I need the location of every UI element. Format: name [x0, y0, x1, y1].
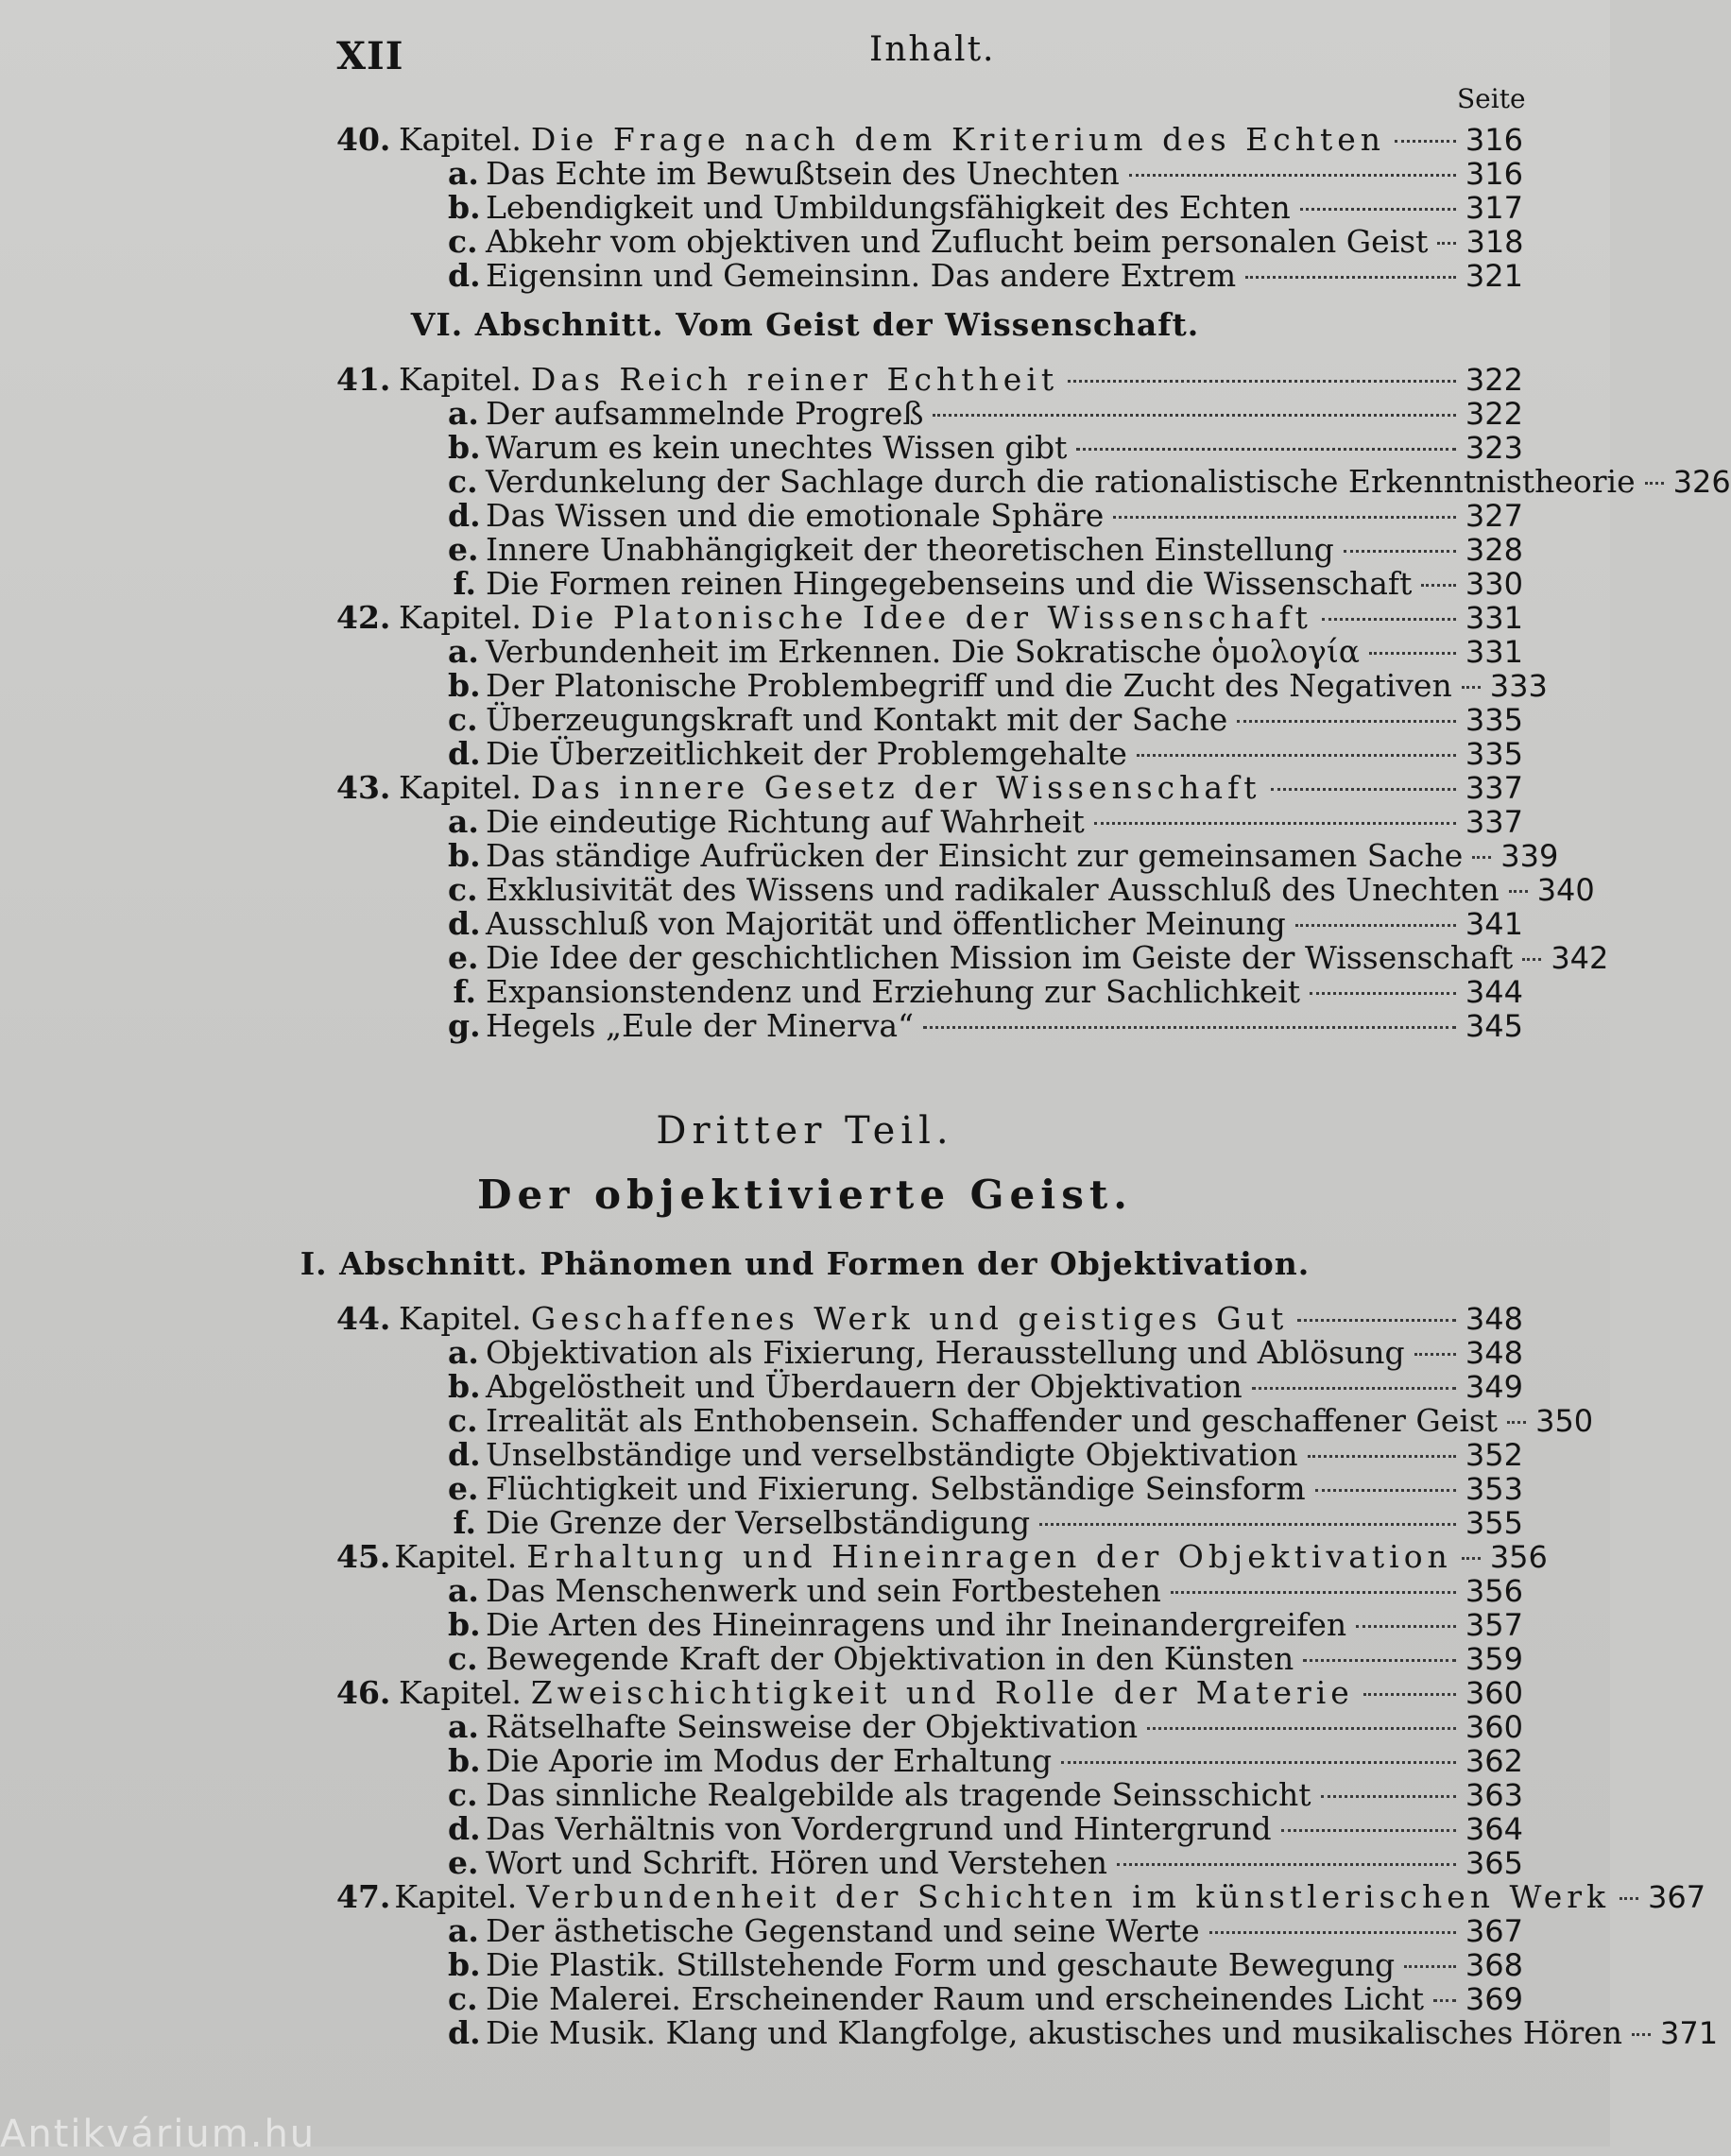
dot-leader — [1363, 1693, 1456, 1696]
chapter-entry — [336, 363, 1523, 397]
subsection-letter: c. — [448, 1980, 478, 2017]
chapter-label: Kapitel. — [399, 1300, 522, 1337]
subsection-title: Expansionstendenz und Erziehung zur Sachlichkeit — [486, 973, 1301, 1010]
subsection-letter: f. — [453, 1504, 476, 1541]
page-reference: 371 — [1660, 2015, 1719, 2051]
subsection-entry — [448, 567, 1523, 601]
dot-leader — [1344, 550, 1456, 553]
subsection-entry — [448, 1914, 1523, 1948]
subsection-entry — [448, 225, 1523, 259]
subsection-letter: a. — [448, 395, 479, 432]
subsection-title: Die Grenze der Verselbständigung — [486, 1504, 1031, 1541]
subsection-entry — [448, 1608, 1523, 1642]
dot-leader — [1094, 822, 1456, 825]
page-reference: 337 — [1465, 804, 1523, 840]
subsection-letter: e. — [448, 939, 479, 976]
page-reference: 335 — [1465, 736, 1523, 772]
chapter-entry — [336, 1878, 1706, 1915]
subsection-entry — [448, 1744, 1523, 1778]
seite-label: Seite — [1457, 83, 1526, 114]
page-reference: 350 — [1535, 1403, 1594, 1439]
page-reference: 321 — [1465, 258, 1523, 294]
subsection-entry — [448, 431, 1523, 465]
chapter-number: 42. — [336, 599, 391, 636]
subsection-title: Die eindeutige Richtung auf Wahrheit — [486, 803, 1085, 840]
subsection-entry — [448, 1982, 1523, 2016]
subsection-entry — [448, 259, 1523, 293]
dot-leader — [1437, 242, 1456, 245]
subsection-letter: c. — [448, 701, 478, 738]
subsection-letter: c. — [448, 871, 478, 908]
subsection-letter: d. — [448, 497, 481, 534]
dot-leader — [1271, 788, 1456, 791]
subsection-title: Die Malerei. Erscheinender Raum und erscheinendes Licht — [486, 1980, 1425, 2017]
subsection-title: Exklusivität des Wissens und radikaler Ausschluß des Unechten — [486, 871, 1500, 908]
subsection-title: Wort und Schrift. Hören und Verstehen — [486, 1844, 1108, 1881]
page-reference: 327 — [1465, 498, 1523, 534]
dot-leader — [1117, 1863, 1456, 1866]
subsection-title: Das ständige Aufrücken der Einsicht zur gemeinsamen Sache — [486, 837, 1464, 874]
page-reference: 345 — [1465, 1008, 1523, 1044]
subsection-entry — [448, 703, 1523, 737]
dot-leader — [1645, 482, 1664, 485]
subsection-title: Ausschluß von Majorität und öffentlicher Meinung — [486, 905, 1286, 942]
dot-leader — [1076, 448, 1456, 451]
subsection-entry — [448, 667, 1548, 704]
subsection-entry — [448, 397, 1523, 431]
subsection-letter: b. — [448, 1368, 481, 1405]
subsection-title: Lebendigkeit und Umbildungsfähigkeit des Echten — [486, 189, 1291, 226]
subsection-entry — [448, 1438, 1523, 1472]
subsection-title: Das Wissen und die emotionale Sphäre — [486, 497, 1105, 534]
chapter-number: 45. — [336, 1538, 391, 1575]
subsection-letter: e. — [448, 1844, 479, 1881]
page-reference: 331 — [1465, 600, 1523, 636]
page-reference: 355 — [1465, 1505, 1523, 1541]
subsection-title: Rätselhafte Seinsweise der Objektivation — [486, 1708, 1139, 1745]
subsection-title: Das Menschenwerk und sein Fortbestehen — [486, 1572, 1161, 1609]
page-reference: 348 — [1465, 1301, 1523, 1337]
dot-leader — [1061, 1761, 1456, 1764]
dot-leader — [1472, 856, 1491, 859]
subsection-title: Der Platonische Problembegriff und die Zucht des Negativen — [486, 667, 1452, 704]
subsection-entry — [448, 191, 1523, 225]
subsection-letter: c. — [448, 1776, 478, 1813]
subsection-title: Der aufsammelnde Progreß — [486, 395, 924, 432]
dot-leader — [1315, 1489, 1456, 1492]
subsection-letter: g. — [448, 1007, 481, 1044]
subsection-entry — [448, 975, 1523, 1009]
page-reference: 356 — [1489, 1539, 1548, 1575]
subsection-entry — [448, 1812, 1523, 1846]
page-reference: 323 — [1465, 430, 1523, 466]
subsection-letter: d. — [448, 735, 481, 772]
dot-leader — [1421, 584, 1456, 587]
chapter-label: Kapitel. — [394, 1878, 518, 1915]
subsection-entry — [448, 1472, 1523, 1506]
subsection-title: Die Aporie im Modus der Erhaltung — [486, 1742, 1053, 1779]
subsection-title: Verbundenheit im Erkennen. Die Sokratische ὁμολογία — [486, 633, 1361, 670]
subsection-letter: a. — [448, 633, 479, 670]
subsection-letter: c. — [448, 223, 478, 260]
dot-leader — [1369, 652, 1456, 655]
subsection-title: Der ästhetische Gegenstand und seine Werte — [486, 1912, 1200, 1949]
subsection-entry — [448, 2014, 1719, 2051]
subsection-letter: a. — [448, 1572, 479, 1609]
page-reference: 365 — [1465, 1845, 1523, 1881]
subsection-title: Objektivation als Fixierung, Herausstellung und Ablösung — [486, 1334, 1405, 1371]
page-reference: 352 — [1465, 1437, 1523, 1473]
chapter-entry — [336, 1538, 1548, 1575]
dot-leader — [1507, 1421, 1526, 1424]
dot-leader — [1113, 516, 1456, 519]
subsection-letter: a. — [448, 1708, 479, 1745]
subsection-letter: b. — [448, 1742, 481, 1779]
subsection-title: Die Musik. Klang und Klangfolge, akustisches und musikalisches Hören — [486, 2014, 1623, 2051]
page-reference: 317 — [1465, 190, 1523, 226]
subsection-title: Innere Unabhängigkeit der theoretischen Einstellung — [486, 531, 1334, 568]
dot-leader — [1171, 1591, 1456, 1594]
subsection-entry — [448, 1778, 1523, 1812]
subsection-letter: b. — [448, 1946, 481, 1983]
subsection-entry — [448, 1370, 1523, 1404]
page-reference: 340 — [1536, 872, 1595, 908]
page-reference: 322 — [1465, 362, 1523, 398]
subsection-letter: c. — [448, 1402, 478, 1439]
subsection-entry — [448, 837, 1559, 874]
subsection-entry — [448, 1402, 1594, 1439]
page-reference: 349 — [1465, 1369, 1523, 1405]
dot-leader — [923, 1026, 1456, 1029]
chapter-number: 44. — [336, 1300, 391, 1337]
chapter-title: Zweischichtigkeit und Rolle der Materie — [530, 1674, 1354, 1711]
dot-leader — [1522, 958, 1541, 961]
chapter-title: Das Reich reiner Echtheit — [530, 361, 1059, 398]
subsection-letter: d. — [448, 1810, 481, 1847]
dot-leader — [1245, 276, 1456, 279]
page-reference: 356 — [1465, 1573, 1523, 1609]
page-reference: 322 — [1465, 396, 1523, 432]
page-reference: 326 — [1672, 464, 1731, 500]
dot-leader — [1356, 1625, 1456, 1628]
subsection-letter: a. — [448, 1912, 479, 1949]
subsection-letter: e. — [448, 1470, 479, 1507]
chapter-label: Kapitel. — [399, 361, 522, 398]
subsection-title: Warum es kein unechtes Wissen gibt — [486, 429, 1068, 466]
dot-leader — [1300, 208, 1456, 211]
chapter-number: 47. — [336, 1878, 391, 1915]
chapter-number: 46. — [336, 1674, 391, 1711]
subsection-letter: f. — [453, 565, 476, 602]
subsection-entry — [448, 499, 1523, 533]
subsection-title: Die Idee der geschichtlichen Mission im Geiste der Wissenschaft — [486, 939, 1514, 976]
subsection-title: Bewegende Kraft der Objektivation in den Künsten — [486, 1640, 1294, 1677]
part-title: Der objektivierte Geist. — [477, 1172, 1133, 1218]
running-title: Inhalt. — [869, 30, 996, 69]
dot-leader — [1303, 1659, 1456, 1662]
dot-leader — [1462, 686, 1481, 689]
chapter-label: Kapitel. — [399, 769, 522, 806]
dot-leader — [1632, 2033, 1651, 2036]
subsection-title: Hegels „Eule der Minerva“ — [486, 1007, 914, 1044]
subsection-letter: d. — [448, 2014, 481, 2051]
page-reference: 339 — [1500, 838, 1559, 874]
subsection-entry — [448, 1336, 1523, 1370]
subsection-letter: d. — [448, 1436, 481, 1473]
subsection-title: Das sinnliche Realgebilde als tragende Seinsschicht — [486, 1776, 1311, 1813]
subsection-title: Abkehr vom objektiven und Zuflucht beim personalen Geist — [486, 223, 1429, 260]
page-reference: 359 — [1465, 1641, 1523, 1677]
dot-leader — [1620, 1897, 1638, 1900]
subsection-title: Das Verhältnis von Vordergrund und Hintergrund — [486, 1810, 1272, 1847]
subsection-title: Überzeugungskraft und Kontakt mit der Sache — [486, 701, 1228, 738]
page-reference: 363 — [1465, 1777, 1523, 1813]
dot-leader — [1281, 1829, 1456, 1832]
chapter-entry — [336, 601, 1523, 635]
page-reference: 330 — [1465, 566, 1523, 602]
dot-leader — [1395, 140, 1456, 143]
subsection-entry — [448, 463, 1731, 500]
page-reference: 316 — [1465, 156, 1523, 192]
dot-leader — [1462, 1557, 1481, 1560]
dot-leader — [1414, 1353, 1456, 1356]
dot-leader — [1310, 992, 1456, 995]
page-reference: 367 — [1648, 1879, 1706, 1915]
subsection-letter: a. — [448, 803, 479, 840]
subsection-letter: b. — [448, 667, 481, 704]
page-reference: 342 — [1551, 940, 1609, 976]
chapter-number: 43. — [336, 769, 391, 806]
subsection-entry — [448, 1710, 1523, 1744]
subsection-entry — [448, 939, 1609, 976]
subsection-letter: f. — [453, 973, 476, 1010]
page-reference: 333 — [1489, 668, 1548, 704]
section-heading: I. Abschnitt. Phänomen und Formen der Objektivation. — [300, 1245, 1311, 1282]
subsection-entry — [448, 805, 1523, 839]
dot-leader — [1147, 1727, 1456, 1730]
subsection-letter: a. — [448, 1334, 479, 1371]
chapter-title: Geschaffenes Werk und geistiges Gut — [530, 1300, 1289, 1337]
subsection-title: Eigensinn und Gemeinsinn. Das andere Extrem — [486, 257, 1237, 294]
dot-leader — [1297, 1319, 1456, 1322]
dot-leader — [1039, 1523, 1456, 1526]
chapter-title: Verbundenheit der Schichten im künstlerischen Werk — [526, 1878, 1611, 1915]
subsection-letter: e. — [448, 531, 479, 568]
dot-leader — [1068, 380, 1456, 383]
page-reference: 337 — [1465, 770, 1523, 806]
chapter-label: Kapitel. — [399, 1674, 522, 1711]
chapter-entry — [336, 1302, 1523, 1336]
page-reference: 331 — [1465, 634, 1523, 670]
subsection-entry — [448, 1846, 1523, 1880]
page-reference: 360 — [1465, 1675, 1523, 1711]
chapter-title: Die Platonische Idee der Wissenschaft — [530, 599, 1312, 636]
chapter-label: Kapitel. — [399, 599, 522, 636]
subsection-title: Irrealität als Enthobensein. Schaffender und geschaffener Geist — [486, 1402, 1499, 1439]
subsection-letter: d. — [448, 905, 481, 942]
page-reference: 367 — [1465, 1913, 1523, 1949]
dot-leader — [1308, 1455, 1456, 1458]
page-reference: 369 — [1465, 1981, 1523, 2017]
dot-leader — [933, 414, 1456, 417]
dot-leader — [1404, 1965, 1456, 1968]
page-reference: 362 — [1465, 1743, 1523, 1779]
dot-leader — [1237, 720, 1456, 723]
chapter-number: 41. — [336, 361, 391, 398]
page-reference: 360 — [1465, 1709, 1523, 1745]
subsection-entry — [448, 1948, 1523, 1982]
section-heading: VI. Abschnitt. Vom Geist der Wissenschaft. — [410, 306, 1200, 343]
subsection-letter: c. — [448, 1640, 478, 1677]
subsection-letter: b. — [448, 837, 481, 874]
subsection-title: Abgelöstheit und Überdauern der Objektivation — [486, 1368, 1243, 1405]
subsection-entry — [448, 157, 1523, 191]
part-heading: Dritter Teil. — [656, 1109, 954, 1153]
subsection-letter: a. — [448, 155, 479, 192]
subsection-title: Die Formen reinen Hingegebenseins und die Wissenschaft — [486, 565, 1413, 602]
subsection-letter: b. — [448, 189, 481, 226]
chapter-label: Kapitel. — [394, 1538, 518, 1575]
subsection-title: Das Echte im Bewußtsein des Unechten — [486, 155, 1120, 192]
page-reference: 364 — [1465, 1811, 1523, 1847]
subsection-letter: b. — [448, 429, 481, 466]
subsection-letter: b. — [448, 1606, 481, 1643]
subsection-letter: d. — [448, 257, 481, 294]
page-reference: 316 — [1465, 122, 1523, 158]
page-reference: 341 — [1465, 906, 1523, 942]
page-reference: 353 — [1465, 1471, 1523, 1507]
chapter-entry — [336, 123, 1523, 157]
chapter-number: 40. — [336, 121, 391, 158]
page-reference: 368 — [1465, 1947, 1523, 1983]
subsection-entry — [448, 737, 1523, 771]
dot-leader — [1295, 924, 1456, 927]
chapter-entry — [336, 1676, 1523, 1710]
subsection-entry — [448, 1574, 1523, 1608]
subsection-entry — [448, 871, 1595, 908]
chapter-title: Das innere Gesetz der Wissenschaft — [530, 769, 1261, 806]
subsection-entry — [448, 1009, 1523, 1043]
page-reference: 328 — [1465, 532, 1523, 568]
subsection-entry — [448, 907, 1523, 941]
subsection-entry — [448, 1506, 1523, 1540]
dot-leader — [1433, 1999, 1456, 2002]
dot-leader — [1129, 174, 1456, 177]
page-reference: 344 — [1465, 974, 1523, 1010]
dot-leader — [1321, 1795, 1456, 1798]
subsection-title: Flüchtigkeit und Fixierung. Selbständige Seinsform — [486, 1470, 1306, 1507]
dot-leader — [1322, 618, 1456, 621]
chapter-title: Erhaltung und Hineinragen der Objektivation — [526, 1538, 1452, 1575]
dot-leader — [1509, 890, 1528, 893]
dot-leader — [1209, 1931, 1456, 1934]
page-reference: 357 — [1465, 1607, 1523, 1643]
dot-leader — [1137, 754, 1456, 757]
subsection-title: Die Plastik. Stillstehende Form und geschaute Bewegung — [486, 1946, 1396, 1983]
subsection-title: Die Überzeitlichkeit der Problemgehalte — [486, 735, 1127, 772]
page-reference: 348 — [1465, 1335, 1523, 1371]
subsection-entry — [448, 1642, 1523, 1676]
subsection-title: Verdunkelung der Sachlage durch die rationalistische Erkenntnistheorie — [486, 463, 1636, 500]
subsection-title: Die Arten des Hineinragens und ihr Ineinandergreifen — [486, 1606, 1347, 1643]
chapter-label: Kapitel. — [399, 121, 522, 158]
watermark: Antikvárium.hu — [0, 2113, 317, 2156]
chapter-title: Die Frage nach dem Kriterium des Echten — [530, 121, 1386, 158]
subsection-title: Unselbständige und verselbständigte Objektivation — [486, 1436, 1298, 1473]
page-reference: 318 — [1465, 224, 1524, 260]
page-reference: 335 — [1465, 702, 1523, 738]
subsection-entry — [448, 635, 1523, 669]
dot-leader — [1252, 1387, 1456, 1390]
page-number: XII — [336, 34, 404, 78]
subsection-entry — [448, 533, 1523, 567]
subsection-letter: c. — [448, 463, 478, 500]
chapter-entry — [336, 771, 1523, 805]
